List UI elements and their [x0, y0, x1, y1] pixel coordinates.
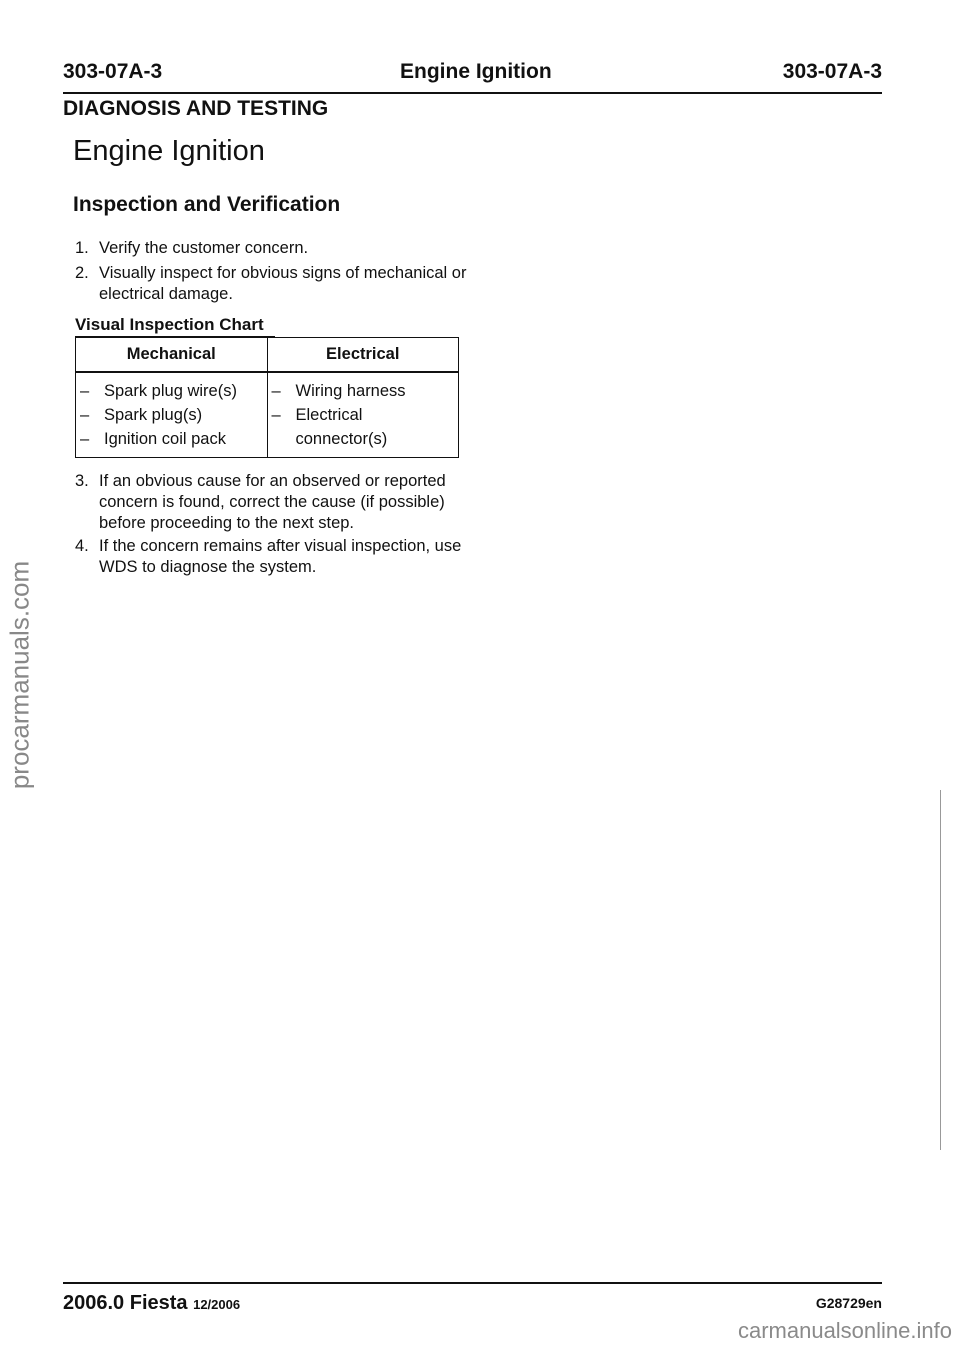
electrical-cell: [267, 372, 459, 458]
list-item: [272, 379, 459, 403]
dash-bullet: –: [271, 382, 281, 400]
column-header-electrical: Electrical: [267, 338, 459, 373]
header-left-code: 303-07A-3: [63, 60, 163, 83]
step-number: 4.: [75, 537, 89, 555]
step-text: Verify the customer concern.: [99, 239, 309, 257]
visual-inspection-table: [75, 337, 459, 458]
dash-bullet: –: [80, 382, 90, 400]
step-1: [75, 238, 475, 259]
step-text: Visually inspect for obvious signs of mechanical or electrical damage.: [99, 264, 467, 303]
chart-title: Visual Inspection Chart: [75, 315, 264, 334]
list-item: [80, 379, 267, 403]
footer-model-text: 2006.0 Fiesta: [63, 1292, 188, 1314]
dash-bullet: –: [271, 406, 281, 424]
step-number: 1.: [75, 239, 89, 257]
page-title: Engine Ignition: [73, 135, 265, 167]
dash-bullet: –: [80, 430, 90, 448]
mechanical-cell: [76, 372, 268, 458]
list-item: [80, 427, 267, 451]
section-heading: DIAGNOSIS AND TESTING: [63, 97, 329, 120]
side-watermark-text: procarmanuals.com: [4, 560, 35, 790]
footer-code: G28729en: [815, 1295, 882, 1311]
bottom-watermark: carmanualsonline.info: [737, 1318, 952, 1343]
header-rule: [63, 92, 882, 94]
step-3: [75, 471, 467, 534]
footer-date: 12/2006: [193, 1297, 241, 1312]
header-right-code: 303-07A-3: [782, 60, 882, 83]
column-header-mechanical: Mechanical: [76, 338, 268, 373]
step-text: If the concern remains after visual inspection, use WDS to diagnose the system.: [99, 537, 462, 576]
side-watermark: [0, 560, 40, 790]
item-text: Spark plug(s): [104, 406, 203, 424]
header-title: Engine Ignition: [400, 60, 552, 83]
step-4: [75, 536, 467, 578]
dash-bullet: –: [80, 406, 90, 424]
list-item: [272, 403, 421, 451]
item-text: Wiring harness: [295, 382, 406, 400]
step-2: [75, 263, 470, 305]
item-text: Spark plug wire(s): [104, 382, 237, 400]
footer-rule: [63, 1282, 882, 1284]
step-text: If an obvious cause for an observed or reported concern is found, correct the cause (if possible) before proceeding to the next step.: [99, 472, 446, 532]
step-number: 2.: [75, 264, 89, 282]
list-item: [80, 403, 267, 427]
item-text: Electrical connector(s): [295, 406, 388, 448]
footer-model: [63, 1292, 240, 1315]
subtitle: Inspection and Verification: [73, 193, 341, 216]
item-text: Ignition coil pack: [104, 430, 226, 448]
margin-line: [940, 790, 941, 1150]
step-number: 3.: [75, 472, 89, 490]
